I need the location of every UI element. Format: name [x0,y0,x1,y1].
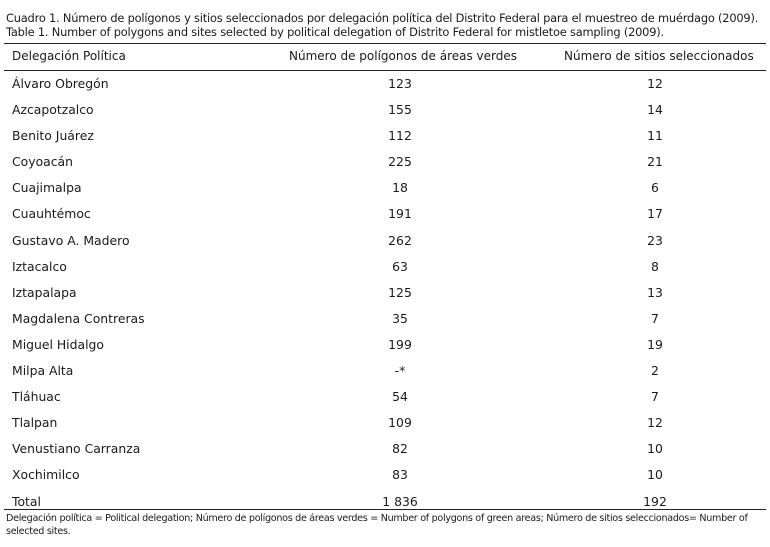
table-row [0,98,770,124]
delegation-name: Iztapalapa [12,284,77,300]
polygon-count: 191 [388,206,412,222]
polygon-count: 109 [388,415,412,431]
table-row [0,150,770,176]
site-count: 8 [651,258,659,274]
table-row [0,72,770,98]
table-row [0,255,770,281]
polygon-count: 112 [388,128,412,144]
delegation-name: Álvaro Obregón [12,76,109,91]
site-count: 12 [647,76,663,91]
site-count: 6 [651,180,659,196]
table-caption [6,12,766,39]
table-row [0,385,770,411]
polygon-count: 35 [392,310,408,326]
table-row [0,437,770,463]
header-rule [4,70,766,71]
polygon-count: 83 [392,467,408,483]
table-row [0,359,770,385]
site-count: 12 [647,415,663,431]
delegation-name: Coyoacán [12,154,73,170]
site-count: 23 [647,232,663,248]
site-count: 21 [647,154,663,170]
site-count: 7 [651,389,659,405]
delegation-name: Tlalpan [12,415,58,431]
top-rule [4,43,766,44]
polygon-count: 199 [388,336,412,352]
delegation-name: Tláhuac [12,389,61,405]
table-row [0,202,770,228]
delegation-name: Miguel Hidalgo [12,336,104,352]
header-polygons: Número de polígonos de áreas verdes [289,49,517,63]
polygon-count: 125 [388,284,412,300]
delegation-name: Cuauhtémoc [12,206,91,222]
table-row [0,229,770,255]
site-count: 13 [647,284,663,300]
table-row [0,411,770,437]
bottom-rule [4,509,766,510]
table-row [0,281,770,307]
delegation-name: Venustiano Carranza [12,441,141,457]
total-polygons: 1 836 [382,493,418,509]
table-row [0,333,770,359]
table-row [0,307,770,333]
site-count: 19 [647,336,663,352]
polygon-count: 155 [388,102,412,118]
total-label: Total [12,493,41,509]
polygon-count: 262 [388,232,412,248]
site-count: 17 [647,206,663,222]
delegation-name: Benito Juárez [12,128,94,144]
total-sites: 192 [643,493,667,509]
delegation-name: Milpa Alta [12,363,74,379]
polygon-count: 225 [388,154,412,170]
delegation-name: Gustavo A. Madero [12,232,130,248]
delegation-name: Iztacalco [12,258,67,274]
delegation-name: Xochimilco [12,467,80,483]
polygon-count: -* [394,363,406,379]
delegation-name: Azcapotzalco [12,102,94,118]
site-count: 2 [651,363,659,379]
delegation-name: Cuajimalpa [12,180,82,196]
caption-english: Table 1. Number of polygons and sites selected by political delegation of Distrito Federal for mistletoe sampling (2009). [6,24,664,39]
table-row [0,124,770,150]
polygon-count: 63 [392,258,408,274]
header-delegation: Delegación Política [12,49,126,63]
table-row [0,176,770,202]
polygon-count: 123 [388,76,412,91]
site-count: 11 [647,128,663,144]
site-count: 10 [647,441,663,457]
site-count: 14 [647,102,663,118]
table-footnote: Delegación política = Political delegation; Número de polígonos de áreas verdes = Number of polygons of green areas; Número de sitios seleccionados= Number of selected sites. [6,513,748,537]
polygon-count: 18 [392,180,408,196]
site-count: 10 [647,467,663,483]
site-count: 7 [651,310,659,326]
total-row [0,490,770,516]
table-body [0,72,770,516]
polygon-count: 82 [392,441,408,457]
caption-spanish: Cuadro 1. Número de polígonos y sitios seleccionados por delegación política del Distrito Federal para el muestreo de muérdago (2009). [6,11,759,25]
delegation-name: Magdalena Contreras [12,310,145,326]
table-row [0,463,770,489]
header-sites: Número de sitios seleccionados [564,49,754,63]
polygon-count: 54 [392,389,408,405]
